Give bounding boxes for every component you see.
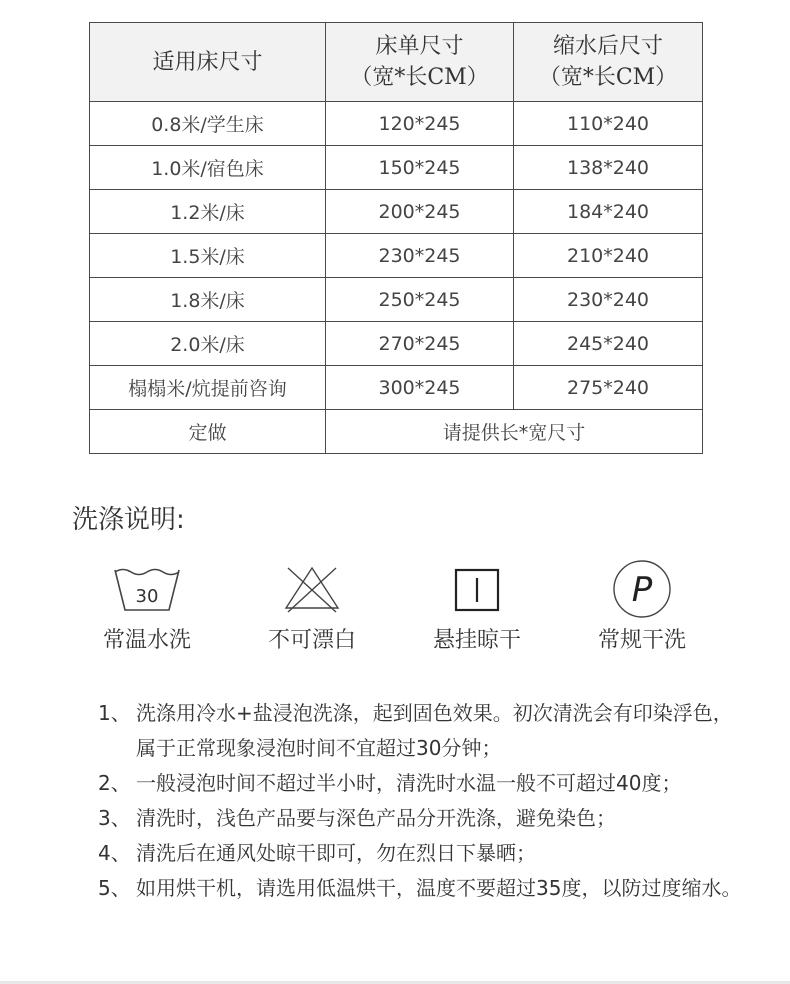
care-label: 悬挂晾干 [432, 628, 521, 653]
list-item [98, 766, 748, 801]
bed-size-cell: 2.0米/床 [90, 322, 326, 366]
note-text: 清洗后在通风处晾干即可，勿在烈日下暴晒； [136, 841, 536, 865]
note-text: 洗涤用冷水+盐浸泡洗涤，起到固色效果。初次清洗会有印染浮色，属于正常现象浸泡时间不宜超过30分钟； [136, 701, 733, 760]
custom-size-row [90, 410, 703, 454]
header-sheet-size: 床单尺寸 （宽*长CM） [326, 23, 514, 102]
note-number: 5、 [98, 876, 131, 900]
table-row [90, 234, 703, 278]
note-text: 一般浸泡时间不超过半小时，清洗时水温一般不可超过40度； [136, 771, 682, 795]
bed-size-cell: 1.2米/床 [90, 190, 326, 234]
table-row [90, 322, 703, 366]
svg-text:P: P [631, 570, 653, 610]
bed-size-cell: 1.0米/宿色床 [90, 146, 326, 190]
wash-30-icon [112, 564, 182, 614]
shrunk-size-cell: 184*240 [514, 190, 703, 234]
care-label: 不可漂白 [267, 628, 356, 653]
svg-text:30: 30 [135, 586, 159, 607]
sheet-size-cell: 270*245 [326, 322, 514, 366]
shrunk-size-cell: 210*240 [514, 234, 703, 278]
list-item [98, 871, 748, 906]
wash-notes-list [98, 696, 748, 906]
sheet-size-cell: 300*245 [326, 366, 514, 410]
table-row [90, 278, 703, 322]
care-label: 常温水洗 [102, 628, 191, 653]
bed-size-cell: 1.5米/床 [90, 234, 326, 278]
custom-value-cell: 请提供长*宽尺寸 [326, 410, 703, 454]
hang-dry-icon [452, 564, 502, 614]
care-icon-wash-30 [67, 556, 227, 658]
care-icon-dry-clean [562, 556, 722, 658]
shrunk-size-cell: 138*240 [514, 146, 703, 190]
note-text: 如用烘干机，请选用低温烘干，温度不要超过35度，以防过度缩水。 [136, 876, 742, 900]
shrunk-size-cell: 275*240 [514, 366, 703, 410]
shrunk-size-cell: 110*240 [514, 102, 703, 146]
note-number: 1、 [98, 701, 131, 725]
size-table [89, 22, 703, 454]
sheet-size-cell: 200*245 [326, 190, 514, 234]
sheet-size-cell: 230*245 [326, 234, 514, 278]
note-number: 3、 [98, 806, 131, 830]
care-icon-hang-dry [397, 556, 557, 658]
note-number: 2、 [98, 771, 131, 795]
shrunk-size-cell: 245*240 [514, 322, 703, 366]
list-item [98, 696, 748, 766]
bed-size-cell: 0.8米/学生床 [90, 102, 326, 146]
custom-label-cell: 定做 [90, 410, 326, 454]
care-label: 常规干洗 [597, 628, 686, 653]
size-table-header-row [90, 23, 703, 102]
list-item [98, 836, 748, 871]
bed-size-cell: 榻榻米/炕提前咨询 [90, 366, 326, 410]
table-row [90, 146, 703, 190]
wash-instructions-title: 洗涤说明: [72, 505, 185, 535]
sheet-size-cell: 150*245 [326, 146, 514, 190]
no-bleach-icon [282, 564, 342, 614]
table-row [90, 190, 703, 234]
table-row [90, 102, 703, 146]
list-item [98, 801, 748, 836]
header-shrunk-size: 缩水后尺寸 （宽*长CM） [514, 23, 703, 102]
table-row [90, 366, 703, 410]
sheet-size-cell: 120*245 [326, 102, 514, 146]
note-number: 4、 [98, 841, 131, 865]
note-text: 清洗时，浅色产品要与深色产品分开洗涤，避免染色； [136, 806, 616, 830]
bed-size-cell: 1.8米/床 [90, 278, 326, 322]
shrunk-size-cell: 230*240 [514, 278, 703, 322]
care-icon-no-bleach [232, 556, 392, 658]
header-bed-size: 适用床尺寸 [90, 23, 326, 102]
dry-clean-p-icon [611, 558, 673, 620]
sheet-size-cell: 250*245 [326, 278, 514, 322]
